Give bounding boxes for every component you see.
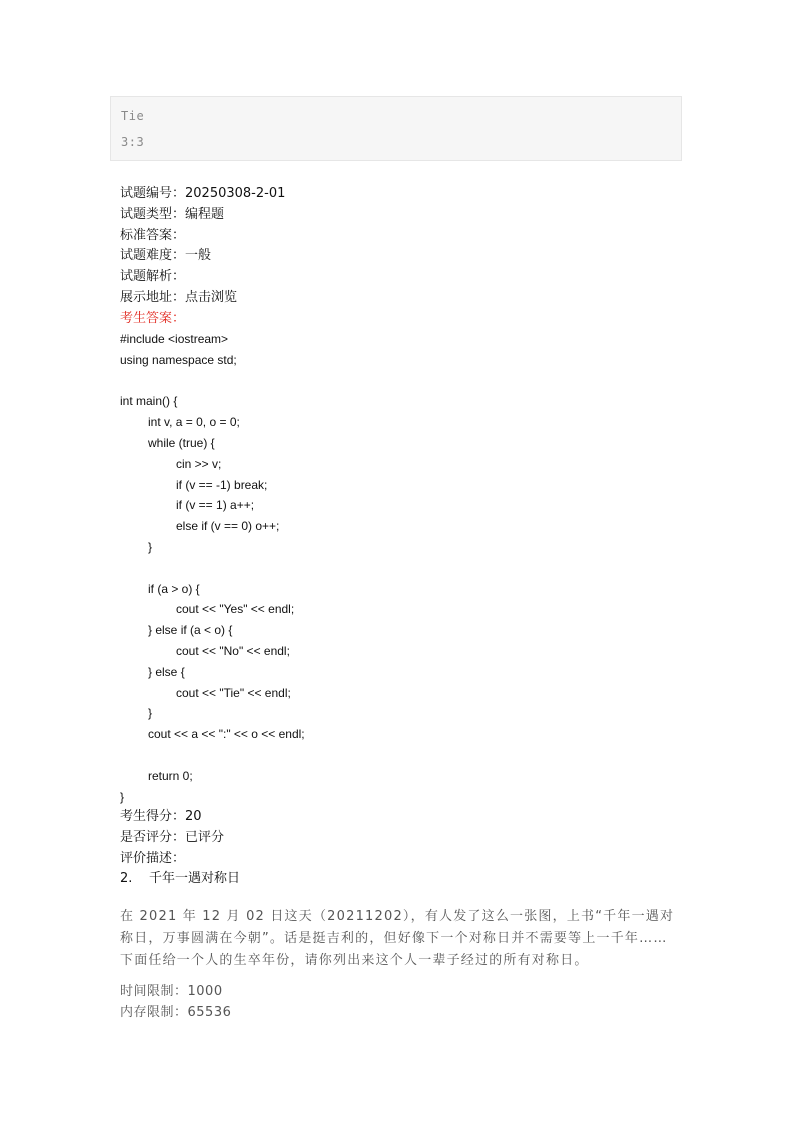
time-limit-row: 时间限制：1000 [120, 984, 223, 999]
question-description: 在 2021 年 12 月 02 日这天（20211202），有人发了这么一张图，上书“千年一遇对称日，万事圆满在今朝”。话是挺吉利的，但好像下一个对称日并不需要等上一千年…… 下面任给一个人的生卒年份，请你列出来这个人一辈子经过的所有对称日。 [120, 909, 675, 968]
meta-row-student-answer [120, 309, 680, 330]
meta-row-difficulty: 试题难度：一般 [120, 248, 212, 264]
code-line [120, 745, 680, 766]
meta-row-link: 展示地址：点击浏览 [120, 289, 238, 305]
time-limit: 1000 [187, 984, 223, 999]
code-line: cout << "Yes" << endl; [176, 602, 295, 617]
code-line: int main() { [120, 394, 178, 409]
code-line: cout << a << ":" << o << endl; [148, 727, 305, 742]
score-value: 20 [185, 809, 202, 824]
comment-row: 评价描述： [120, 850, 186, 866]
code-line: if (a > o) { [148, 581, 200, 596]
browse-link[interactable]: 点击浏览 [185, 289, 238, 305]
code-line: cin >> v; [176, 456, 222, 471]
memory-limit: 65536 [187, 1004, 232, 1020]
question-meta [120, 184, 680, 330]
code-line: cout << "Tie" << endl; [176, 685, 291, 700]
code-line: using namespace std; [120, 352, 237, 367]
code-line: } else if (a < o) { [148, 623, 233, 638]
score-row: 考生得分：20 [120, 809, 202, 824]
sample-output-box [110, 96, 682, 161]
student-code [120, 329, 680, 807]
question-difficulty: 一般 [185, 248, 212, 264]
limits [120, 982, 680, 1024]
student-answer-label: 考生答案： [120, 310, 186, 326]
question-title: 千年一遇对称日 [149, 871, 241, 887]
question-type: 编程题 [185, 206, 225, 222]
memory-limit-row: 内存限制：65536 [120, 1004, 232, 1020]
code-line: } [120, 789, 125, 804]
question-id: 20250308-2-01 [185, 186, 286, 201]
code-line: else if (v == 0) o++; [176, 519, 280, 534]
meta-row-answer: 标准答案： [120, 227, 186, 243]
meta-row-type: 试题类型：编程题 [120, 206, 225, 222]
code-line: #include <iostream> [120, 332, 229, 346]
code-line: if (v == 1) a++; [176, 498, 255, 513]
code-line: } [148, 539, 153, 554]
output-line-2: 3:3 [121, 135, 145, 149]
code-line: while (true) { [148, 435, 215, 450]
code-line [120, 558, 680, 579]
meta-row-analysis: 试题解析： [120, 269, 186, 285]
code-line: return 0; [148, 768, 193, 783]
meta-row-id: 试题编号：20250308-2-01 [120, 186, 286, 201]
question-number: 2. [120, 871, 133, 887]
grading-info [120, 807, 680, 890]
code-line: cout << "No" << endl; [176, 643, 290, 658]
question-heading [120, 869, 680, 890]
code-line: } else { [148, 664, 185, 679]
code-line: if (v == -1) break; [176, 477, 268, 492]
output-line-1: Tie [121, 109, 145, 123]
graded-status: 已评分 [185, 829, 225, 845]
graded-row: 是否评分：已评分 [120, 829, 225, 845]
code-line: int v, a = 0, o = 0; [148, 415, 240, 430]
code-line: } [148, 706, 153, 721]
code-line [120, 371, 680, 392]
